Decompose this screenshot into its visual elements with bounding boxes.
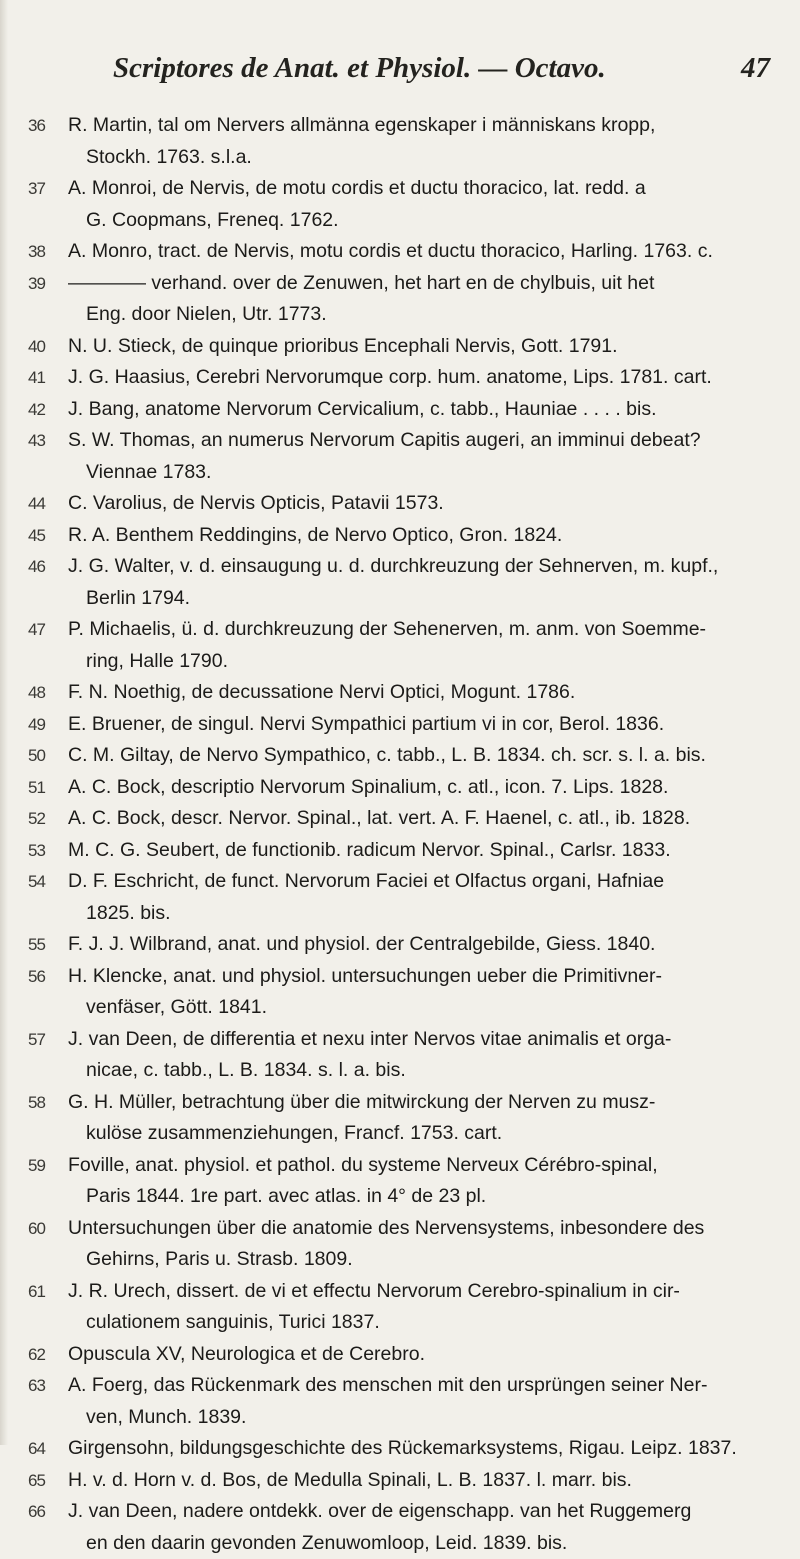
entry-text: Opuscula XV, Neurologica et de Cerebro. <box>68 1339 788 1371</box>
entry-text-continuation: venfäser, Gött. 1841. <box>68 992 788 1024</box>
entry-text: F. J. J. Wilbrand, anat. und physiol. der Centralgebilde, Giess. 1840. <box>68 929 788 961</box>
catalog-entry <box>0 929 800 961</box>
entry-number: 43 <box>28 425 64 457</box>
entry-text-continuation: Eng. door Nielen, Utr. 1773. <box>68 299 788 331</box>
page-number: 47 <box>741 52 770 85</box>
entry-number: 42 <box>28 394 64 426</box>
catalog-entry <box>0 331 800 363</box>
entry-text: S. W. Thomas, an numerus Nervorum Capitis augeri, an imminui debeat? <box>68 425 788 457</box>
entry-text: M. C. G. Seubert, de functionib. radicum Nervor. Spinal., Carlsr. 1833. <box>68 835 788 867</box>
entry-number: 48 <box>28 677 64 709</box>
catalog-entry <box>0 677 800 709</box>
catalog-entry <box>0 772 800 804</box>
catalog-entry <box>0 740 800 772</box>
entry-text: Girgensohn, bildungsgeschichte des Rückemarksystems, Rigau. Leipz. 1837. <box>68 1433 788 1465</box>
page-header <box>0 52 800 92</box>
catalog-entry <box>0 1024 800 1087</box>
entry-text: J. van Deen, nadere ontdekk. over de eigenschapp. van het Ruggemerg <box>68 1496 788 1528</box>
entry-text: J. G. Haasius, Cerebri Nervorumque corp. hum. anatome, Lips. 1781. cart. <box>68 362 788 394</box>
entry-number: 55 <box>28 929 64 961</box>
catalog-entry <box>0 551 800 614</box>
catalog-entry <box>0 614 800 677</box>
entry-number: 38 <box>28 236 64 268</box>
entry-number: 45 <box>28 520 64 552</box>
catalog-entry <box>0 1213 800 1276</box>
entry-number: 50 <box>28 740 64 772</box>
catalog-entry <box>0 961 800 1024</box>
entry-number: 61 <box>28 1276 64 1308</box>
entry-text-continuation: kulöse zusammenziehungen, Francf. 1753. cart. <box>68 1118 788 1150</box>
entry-text: J. R. Urech, dissert. de vi et effectu Nervorum Cerebro-spinalium in cir- <box>68 1276 788 1308</box>
catalog-entry <box>0 709 800 741</box>
entry-number: 66 <box>28 1496 64 1528</box>
entry-text-continuation: culationem sanguinis, Turici 1837. <box>68 1307 788 1339</box>
entry-text: A. Foerg, das Rückenmark des menschen mit den ursprüngen seiner Ner- <box>68 1370 788 1402</box>
entry-text: D. F. Eschricht, de funct. Nervorum Faciei et Olfactus organi, Hafniae <box>68 866 788 898</box>
catalog-entry <box>0 488 800 520</box>
entry-number: 36 <box>28 110 64 142</box>
entry-number: 46 <box>28 551 64 583</box>
catalog-entry <box>0 268 800 331</box>
entry-number: 52 <box>28 803 64 835</box>
entry-number: 63 <box>28 1370 64 1402</box>
entry-number: 40 <box>28 331 64 363</box>
entry-number: 54 <box>28 866 64 898</box>
entry-text: R. A. Benthem Reddingins, de Nervo Optico, Gron. 1824. <box>68 520 788 552</box>
entry-number: 53 <box>28 835 64 867</box>
entry-text: J. G. Walter, v. d. einsaugung u. d. durchkreuzung der Sehnerven, m. kupf., <box>68 551 788 583</box>
entry-text: P. Michaelis, ü. d. durchkreuzung der Sehenerven, m. anm. von Soemme- <box>68 614 788 646</box>
catalog-entry <box>0 1370 800 1433</box>
entry-number: 65 <box>28 1465 64 1497</box>
entry-number: 60 <box>28 1213 64 1245</box>
catalog-entry <box>0 520 800 552</box>
entry-text-continuation: Viennae 1783. <box>68 457 788 489</box>
catalog-entry <box>0 1150 800 1213</box>
entry-text-continuation: nicae, c. tabb., L. B. 1834. s. l. a. bis. <box>68 1055 788 1087</box>
catalog-entry <box>0 1339 800 1371</box>
entry-number: 41 <box>28 362 64 394</box>
entry-text: ———— verhand. over de Zenuwen, het hart en de chylbuis, uit het <box>68 268 788 300</box>
catalog-entry <box>0 236 800 268</box>
catalog-entry <box>0 425 800 488</box>
entry-text-continuation: G. Coopmans, Freneq. 1762. <box>68 205 788 237</box>
entry-text: Foville, anat. physiol. et pathol. du systeme Nerveux Cérébro-spinal, <box>68 1150 788 1182</box>
entry-text-continuation: Stockh. 1763. s.l.a. <box>68 142 788 174</box>
entry-text: R. Martin, tal om Nervers allmänna egenskaper i människans kropp, <box>68 110 788 142</box>
entry-text: N. U. Stieck, de quinque prioribus Encephali Nervis, Gott. 1791. <box>68 331 788 363</box>
entry-list <box>0 110 800 1559</box>
entry-text: C. M. Giltay, de Nervo Sympathico, c. tabb., L. B. 1834. ch. scr. s. l. a. bis. <box>68 740 788 772</box>
catalog-entry <box>0 362 800 394</box>
entry-text-continuation: Berlin 1794. <box>68 583 788 615</box>
entry-text: A. Monroi, de Nervis, de motu cordis et ductu thoracico, lat. redd. a <box>68 173 788 205</box>
catalog-entry <box>0 110 800 173</box>
entry-number: 47 <box>28 614 64 646</box>
entry-text-continuation: en den daarin gevonden Zenuwomloop, Leid. 1839. bis. <box>68 1528 788 1559</box>
entry-number: 49 <box>28 709 64 741</box>
entry-number: 62 <box>28 1339 64 1371</box>
entry-text-continuation: ring, Halle 1790. <box>68 646 788 678</box>
entry-text-continuation: Gehirns, Paris u. Strasb. 1809. <box>68 1244 788 1276</box>
entry-number: 56 <box>28 961 64 993</box>
entry-text: A. Monro, tract. de Nervis, motu cordis et ductu thoracico, Harling. 1763. c. <box>68 236 788 268</box>
entry-text: A. C. Bock, descr. Nervor. Spinal., lat. vert. A. F. Haenel, c. atl., ib. 1828. <box>68 803 788 835</box>
catalog-entry <box>0 173 800 236</box>
catalog-entry <box>0 835 800 867</box>
entry-number: 59 <box>28 1150 64 1182</box>
catalog-entry <box>0 1276 800 1339</box>
catalog-entry <box>0 1433 800 1465</box>
entry-number: 44 <box>28 488 64 520</box>
entry-number: 39 <box>28 268 64 300</box>
entry-text: E. Bruener, de singul. Nervi Sympathici partium vi in cor, Berol. 1836. <box>68 709 788 741</box>
catalog-entry <box>0 803 800 835</box>
entry-text: J. van Deen, de differentia et nexu inter Nervos vitae animalis et orga- <box>68 1024 788 1056</box>
catalog-entry <box>0 394 800 426</box>
catalog-entry <box>0 1087 800 1150</box>
entry-number: 64 <box>28 1433 64 1465</box>
entry-number: 51 <box>28 772 64 804</box>
entry-number: 37 <box>28 173 64 205</box>
entry-text: G. H. Müller, betrachtung über die mitwirckung der Nerven zu musz- <box>68 1087 788 1119</box>
entry-text: A. C. Bock, descriptio Nervorum Spinalium, c. atl., icon. 7. Lips. 1828. <box>68 772 788 804</box>
entry-text: J. Bang, anatome Nervorum Cervicalium, c. tabb., Hauniae . . . . bis. <box>68 394 788 426</box>
entry-text-continuation: Paris 1844. 1re part. avec atlas. in 4° de 23 pl. <box>68 1181 788 1213</box>
entry-text: C. Varolius, de Nervis Opticis, Patavii 1573. <box>68 488 788 520</box>
entry-text: Untersuchungen über die anatomie des Nervensystems, inbesondere des <box>68 1213 788 1245</box>
entry-text: F. N. Noethig, de decussatione Nervi Optici, Mogunt. 1786. <box>68 677 788 709</box>
catalog-entry <box>0 1496 800 1559</box>
running-title: Scriptores de Anat. et Physiol. — Octavo. <box>113 52 606 85</box>
entry-text: H. v. d. Horn v. d. Bos, de Medulla Spinali, L. B. 1837. l. marr. bis. <box>68 1465 788 1497</box>
catalog-entry <box>0 866 800 929</box>
catalog-entry <box>0 1465 800 1497</box>
entry-text: H. Klencke, anat. und physiol. untersuchungen ueber die Primitivner- <box>68 961 788 993</box>
entry-number: 58 <box>28 1087 64 1119</box>
entry-number: 57 <box>28 1024 64 1056</box>
entry-text-continuation: ven, Munch. 1839. <box>68 1402 788 1434</box>
entry-text-continuation: 1825. bis. <box>68 898 788 930</box>
